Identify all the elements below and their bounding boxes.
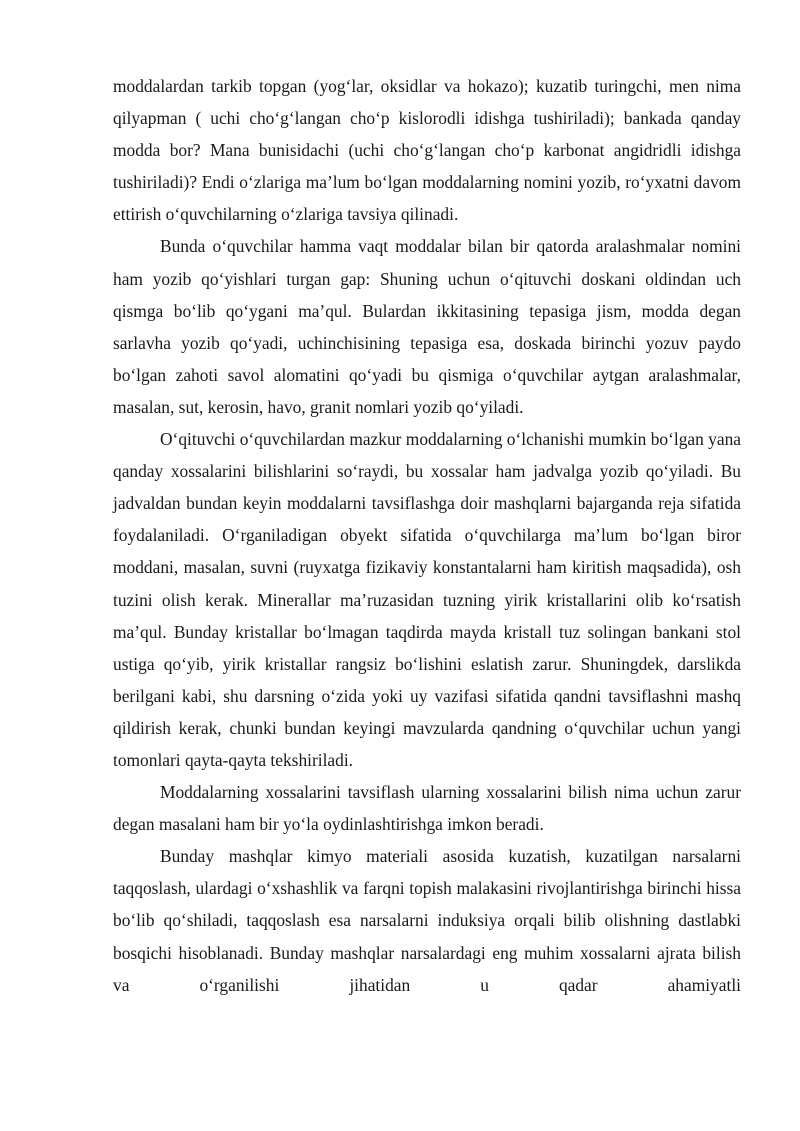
paragraph: Bunda o‘quvchilar hamma vaqt moddalar bilan bir qatorda aralashmalar nomini ham yozib qo‘yishlari turgan gap: Shuning uchun o‘qituvchi doskani oldindan uch qismga bo‘lib qo‘ygani ma’qul. Bulardan ikkitasining tepasiga jism, modda degan sarlavha yozib qo‘yadi, uchinchisining tepasiga esa, doskada birinchi yozuv paydo bo‘lgan zahoti savol alomatini qo‘yadi bu qismiga o‘quvchilar aytgan aralashmalar, masalan, sut, kerosin, havo, granit nomlari yozib qo‘yiladi. [113, 236, 741, 417]
paragraph: O‘qituvchi o‘quvchilardan mazkur moddalarning o‘lchanishi mumkin bo‘lgan yana qanday xossalarini bilishlarini so‘raydi, bu xossalar ham jadvalga yozib qo‘yiladi. Bu jadvaldan bundan keyin moddalarni tavsiflashga doir mashqlarni bajarganda reja sifatida foydalaniladi. O‘rganiladigan obyekt sifatida o‘quvchilarga ma’lum bo‘lgan biror moddani, masalan, suvni (ruyxatga fizikaviy konstantalarni ham kiritish maqsadida), osh tuzini olish kerak. Minerallar ma’ruzasidan tuzning yirik kristallarini olib ko‘rsatish ma’qul. Bunday kristallar bo‘lmagan taqdirda mayda kristall tuz solingan bankani stol ustiga qo‘yib, yirik kristallar rangsiz bo‘lishini eslatish zarur. Shuningdek, darslikda berilgani kabi, shu darsning o‘zida yoki uy vazifasi sifatida qandni tavsiflashni mashq qildirish kerak, chunki bundan keyingi mavzularda qandning o‘quvchilar uchun yangi tomonlari qayta-qayta tekshiriladi. [113, 429, 741, 770]
paragraph: Moddalarning xossalarini tavsiflash ularning xossalarini bilish nima uchun zarur degan masalani ham bir yo‘la oydinlashtirishga imkon beradi. [113, 782, 741, 835]
document-page [113, 70, 741, 1001]
paragraph: Bunday mashqlar kimyo materiali asosida kuzatish, kuzatilgan narsalarni taqqoslash, ulardagi o‘xshashlik va farqni topish malakasini rivojlantirishga birinchi hissa bo‘lib qo‘shiladi, taqqoslash esa narsalarni induksiya orqali bilib olishning dastlabki bosqichi hisoblanadi. Bunday mashqlar narsalardagi eng muhim xossalarni ajrata bilish va o‘rganilishi jihatidan u qadar ahamiyatli [113, 846, 741, 995]
paragraph-continuation: moddalardan tarkib topgan (yog‘lar, oksidlar va hokazo); kuzatib turingchi, men nima qilyapman ( uchi cho‘g‘langan cho‘p kislorodli idishga tushiriladi); bankada qanday modda bor? Mana bunisidachi (uchi cho‘g‘langan cho‘p karbonat angidridli idishga tushiriladi)? Endi o‘zlariga ma’lum bo‘lgan moddalarning nomini yozib, ro‘yxatni davom ettirish o‘quvchilarning o‘zlariga tavsiya qilinadi. [113, 76, 741, 225]
